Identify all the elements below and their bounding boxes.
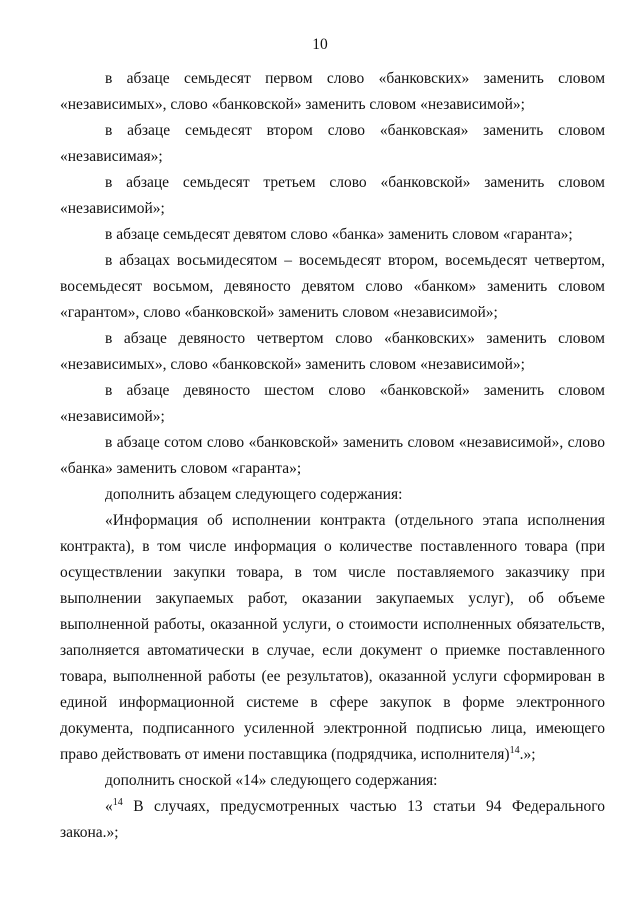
paragraph: дополнить абзацем следующего содержания: — [105, 486, 403, 503]
paragraph: в абзаце семьдесят втором слово «банковская» заменить словом «независимая»; — [60, 122, 605, 165]
paragraph: в абзаце девяносто шестом слово «банковской» заменить словом «независимой»; — [60, 382, 605, 425]
paragraph: в абзаце семьдесят первом слово «банковских» заменить словом «независимых», слово «банковской» заменить словом «независимой»; — [60, 70, 605, 113]
inserted-paragraph — [60, 508, 605, 768]
document-body — [60, 66, 605, 846]
footnote-text — [60, 794, 605, 846]
footnote-mark: 14 — [112, 797, 123, 808]
inserted-paragraph-text: «Информация об исполнении контракта (отдельного этапа исполнения контракта), в том числе информация о количестве поставленного товара (при осуществлении закупки товара, в том числе поставляемого заказчику при выполнении закупаемых работ, оказании закупаемых услуг), об объеме выполненной работы, оказанной услуги, о стоимости исполненных обязательств, заполняется автоматически в случае, если документ о приемке поставленного товара, выполненной работы (ее результатов), оказанной услуги сформирован в единой информационной системе в сфере закупок в форме электронного документа, подписанного усиленной электронной подписью лица, имеющего право действовать от имени поставщика (подрядчика, исполнителя) — [60, 512, 605, 763]
paragraph: в абзаце девяносто четвертом слово «банковских» заменить словом «независимых», слово «банковской» заменить словом «независимой»; — [60, 330, 605, 373]
paragraph: в абзаце семьдесят третьем слово «банковской» заменить словом «независимой»; — [60, 174, 605, 217]
paragraph: в абзацах восьмидесятом – восемьдесят втором, восемьдесят четвертом, восемьдесят восьмом, девяносто девятом слово «банком» заменить словом «гарантом», слово «банковской» заменить словом «независимой»; — [60, 252, 605, 321]
footnote-reference: 14 — [509, 745, 520, 756]
inserted-paragraph-end: .»; — [519, 746, 536, 763]
footnote-open-quote: « — [105, 798, 113, 815]
footnote-body: В случаях, предусмотренных частью 13 статьи 94 Федерального закона.»; — [60, 798, 605, 841]
footnote-intro: дополнить сноской «14» следующего содержания: — [105, 772, 438, 789]
page-number: 10 — [312, 36, 328, 53]
paragraph: в абзаце семьдесят девятом слово «банка» заменить словом «гаранта»; — [105, 226, 573, 243]
paragraph: в абзаце сотом слово «банковской» заменить словом «независимой», слово «банка» заменить словом «гаранта»; — [60, 434, 605, 477]
